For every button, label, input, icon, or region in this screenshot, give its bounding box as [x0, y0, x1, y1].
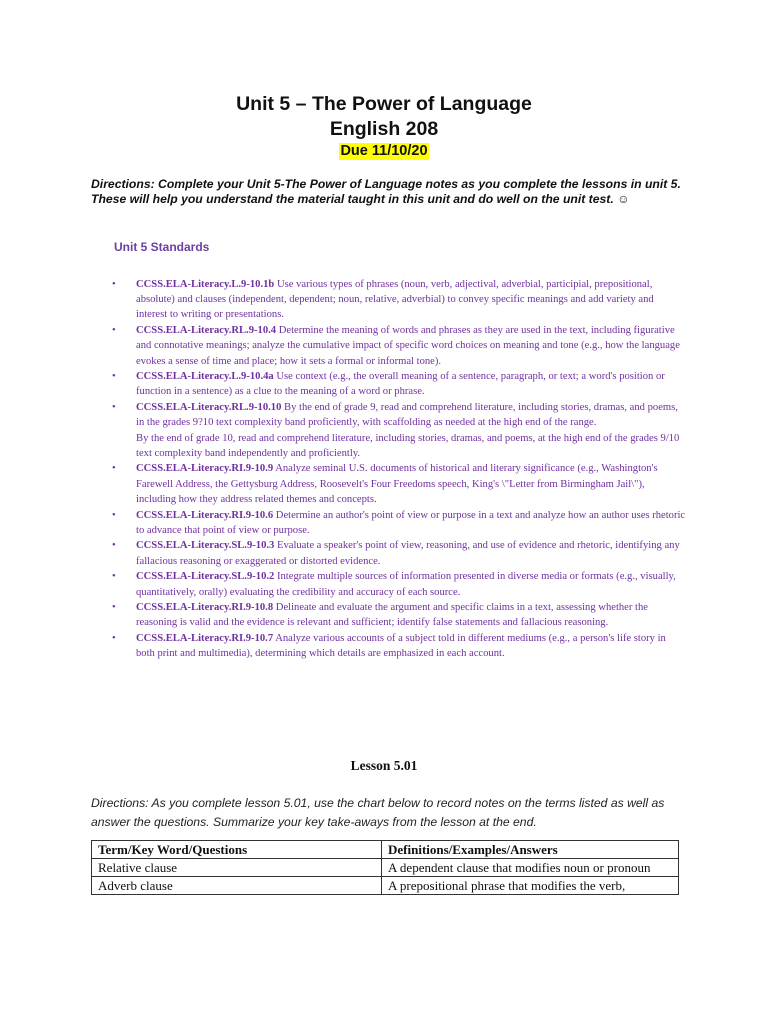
standard-text: Determine the meaning of words and phrases as they are used in the text, including figurative and connotative meanings; analyze the cumulative impact of specific word choices on meaning and tone (e.g., how the language evokes a sense of time and place; how it sets a formal or informal tone). [136, 325, 680, 367]
definition-cell[interactable]: A prepositional phrase that modifies the verb, [382, 877, 679, 895]
bullet-icon: • [112, 571, 116, 583]
bullet-icon: • [112, 509, 116, 521]
bullet-icon: • [112, 371, 116, 383]
standard-code: CCSS.ELA-Literacy.RL.9-10.4 [136, 325, 277, 337]
due-date: Due 11/10/20 [340, 143, 428, 159]
standard-code: CCSS.ELA-Literacy.L.9-10.1b [136, 279, 275, 290]
standard-item [112, 400, 687, 461]
column-header-definition: Definitions/Examples/Answers [382, 841, 679, 859]
standard-item [112, 277, 687, 323]
standard-item [112, 461, 687, 507]
standard-item [112, 600, 687, 630]
unit-title: Unit 5 – The Power of Language [236, 93, 532, 115]
unit-directions: Directions: Complete your Unit 5-The Power of Language notes as you complete the lessons in unit 5. These will help you understand the material taught in this unit and do well on the unit test. ☺ [91, 177, 681, 206]
definition-cell[interactable]: A dependent clause that modifies noun or pronoun [382, 859, 679, 877]
table-row [92, 859, 679, 877]
standard-text: Use various types of phrases (noun, verb, adjectival, adverbial, participial, prepositional, absolute) and clauses (independent, dependent; noun, relative, adverbial) to convey specific meanings and add variety and interest to writing or presentations. [136, 279, 654, 321]
bullet-icon: • [112, 325, 116, 337]
standard-code: CCSS.ELA-Literacy.RI.9-10.8 [136, 602, 274, 614]
bullet-icon: • [112, 540, 116, 552]
bullet-icon: • [112, 463, 116, 475]
standard-text: Integrate multiple sources of information presented in diverse media or formats (e.g., visually, quantitatively, orally) evaluating the credibility and accuracy of each source. [136, 571, 676, 598]
notes-table [91, 840, 679, 895]
term-cell[interactable]: Relative clause [92, 859, 382, 877]
standard-item [112, 508, 687, 538]
term-cell[interactable]: Adverb clause [92, 877, 382, 895]
bullet-icon: • [112, 633, 116, 645]
standard-item [112, 631, 687, 661]
title-block [0, 92, 768, 160]
course-title: English 208 [329, 118, 439, 140]
standard-text: Determine an author's point of view or purpose in a text and analyze how an author uses rhetoric to advance that point of view or purpose. [136, 509, 686, 536]
bullet-icon: • [112, 279, 116, 290]
standards-list [112, 277, 687, 662]
standard-code: CCSS.ELA-Literacy.SL.9-10.3 [136, 540, 275, 552]
standard-item [112, 323, 687, 369]
lesson-directions: Directions: As you complete lesson 5.01, use the chart below to record notes on the terms listed as well as answer the questions. Summarize your key take-aways from the lesson at the end. [91, 796, 665, 829]
standard-code: CCSS.ELA-Literacy.RI.9-10.7 [136, 633, 274, 645]
column-header-term: Term/Key Word/Questions [92, 841, 382, 859]
standard-code: CCSS.ELA-Literacy.RI.9-10.6 [136, 509, 274, 521]
table-header-row [92, 841, 679, 859]
bullet-icon: • [112, 402, 116, 414]
standard-code: CCSS.ELA-Literacy.SL.9-10.2 [136, 571, 275, 583]
standard-code: CCSS.ELA-Literacy.L.9-10.4a [136, 371, 274, 383]
standard-text: Analyze various accounts of a subject told in different mediums (e.g., a person's life story in both print and multimedia), determining which details are emphasized in each account. [136, 633, 666, 660]
standard-code: CCSS.ELA-Literacy.RI.9-10.9 [136, 463, 274, 475]
standard-text: Use context (e.g., the overall meaning of a sentence, paragraph, or text; a word's position or function in a sentence) as a clue to the meaning of a word or phrase. [136, 371, 665, 398]
bullet-icon: • [112, 602, 116, 614]
standard-code: CCSS.ELA-Literacy.RL.9-10.10 [136, 402, 282, 414]
standard-text: Analyze seminal U.S. documents of historical and literary significance (e.g., Washington's Farewell Address, the Gettysburg Address, Roosevelt's Four Freedoms speech, King's \"Letter from Birmingham Jail\"), including how they address related themes and concepts. [136, 463, 658, 505]
standard-item [112, 369, 687, 399]
standards-heading: Unit 5 Standards [114, 240, 210, 254]
standard-text: Delineate and evaluate the argument and specific claims in a text, assessing whether the reasoning is valid and the evidence is relevant and sufficient; identify false statements and fallacious reasoning. [136, 602, 649, 629]
standard-text: By the end of grade 9, read and comprehend literature, including stories, dramas, and poems, in the grades 9?10 text complexity band proficiently, with scaffolding as needed at the high end of the range. [136, 402, 678, 429]
standard-item [112, 538, 687, 568]
standard-extra-text: By the end of grade 10, read and comprehend literature, including stories, dramas, and poems, at the high end of the grades 9/10 text complexity band independently and proficiently. [136, 432, 680, 459]
standard-text: Evaluate a speaker's point of view, reasoning, and use of evidence and rhetoric, identifying any fallacious reasoning or exaggerated or distorted evidence. [136, 540, 680, 567]
lesson-heading: Lesson 5.01 [350, 758, 418, 773]
standard-item [112, 569, 687, 599]
table-row [92, 877, 679, 895]
